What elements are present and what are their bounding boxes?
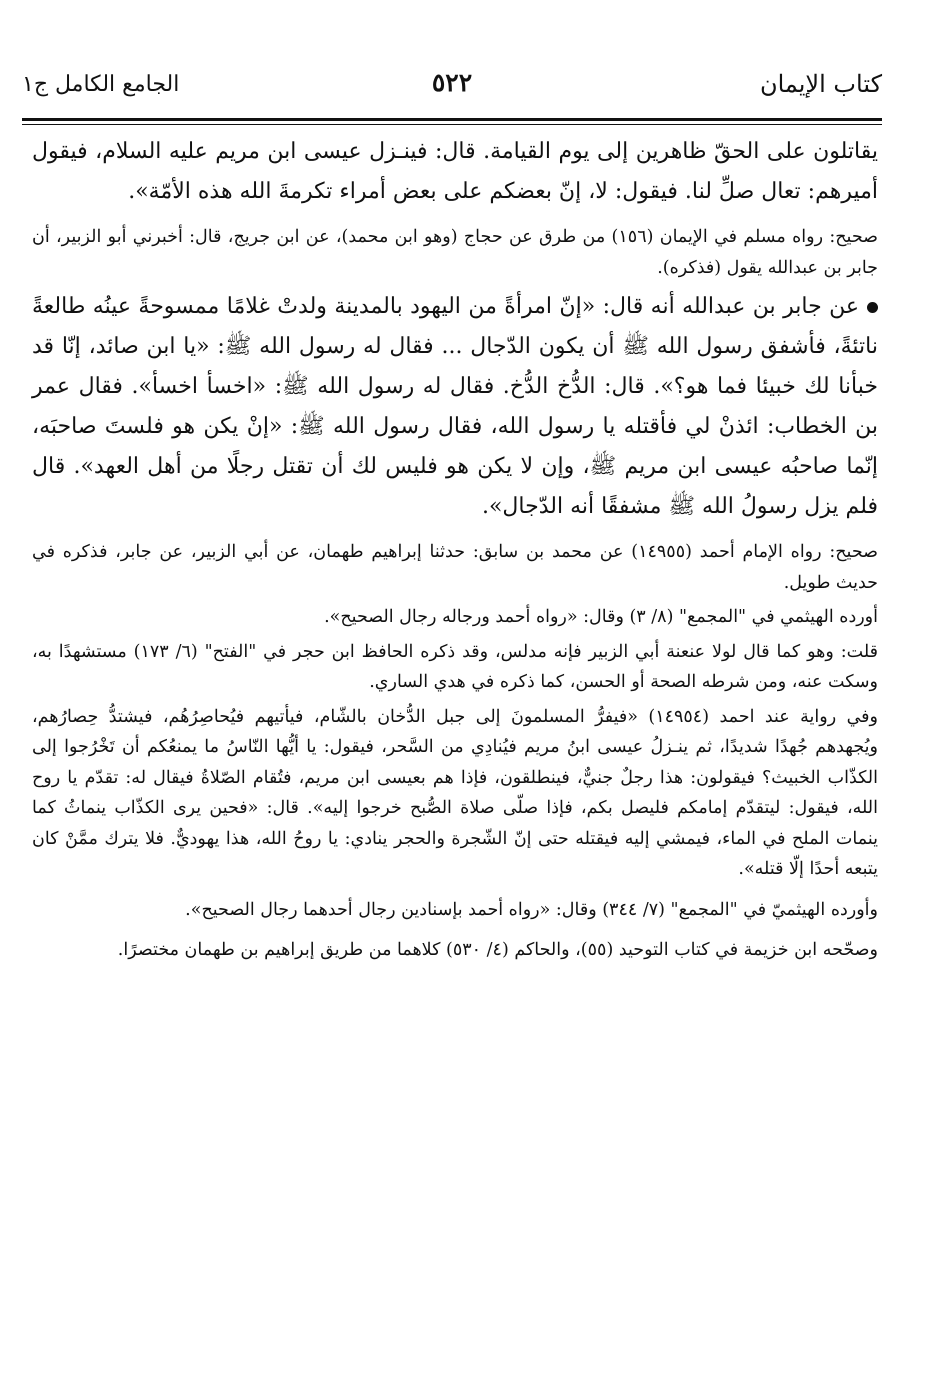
takhrij-note: وأورده الهيثميّ في "المجمع" (٧/ ٣٤٤) وقال: «رواه أحمد بإسنادين رجال أحدهما رجال الصحيح». bbox=[185, 899, 878, 920]
header-rule-thin bbox=[22, 124, 882, 125]
book-title: الجامع الكامل ج١ bbox=[22, 72, 180, 97]
narration-variant-note: وفي رواية عند احمد (١٤٩٥٤) «فيفرُّ المسلمونَ إلى جبل الدُّخان بالشّام، فيأتيهم فيُحاصِرُهُم، فيشتدُّ حِصارُهم، ويُجهدهم جُهدًا شديدًا، ثم ينـزلُ عيسى ابنُ مريم فيُنادِي من السَّحر، فيقول: يا أيُّها النّاسُ ما يمنعُكم أن تَخْرُجوا إلى الكذّاب الخبيث؟ فيقولون: هذا رجلٌ جنيٌّ، فينطلقون، فإذا هم بعيسى ابن مريم، فتُقام الصّلاةُ فيقال له: تقدّم يا روح الله، فيقول: ليتقدّم إمامكم فليصل بكم، فإذا صلّى صلاة الصُّبح خرجوا إليه». قال: «فحين يرى الكذّاب ينماثُ كما ينمات الملح في الماء، فيمشي إليه فيقتله حتى إنّ الشّجرة والحجر ينادي: يا روحُ الله، هذا يهوديٌّ. فلا يترك ممَّنْ كان يتبعه أحدًا إلّا قتله». bbox=[32, 706, 878, 879]
page-number: ٥٢٢ bbox=[431, 68, 473, 97]
hadith-text bbox=[32, 287, 878, 527]
bullet-icon bbox=[867, 302, 878, 313]
commentary-note: قلت: وهو كما قال لولا عنعنة أبي الزبير فإنه مدلس، وقد ذكره الحافظ ابن حجر في "الفتح" (٦/ ١٧٣) مستشهدًا به، وسكت عنه، ومن شرطه الصحة أو الحسن، كما ذكره في هدي الساري. bbox=[32, 641, 878, 692]
takhrij-note: أورده الهيثمي في "المجمع" (٨/ ٣) وقال: «رواه أحمد ورجاله رجال الصحيح». bbox=[324, 607, 878, 627]
header-rule-thick bbox=[22, 118, 882, 121]
hadith-text-continuation: يقاتلون على الحقّ ظاهرين إلى يوم القيامة. قال: فينـزل عيسى ابن مريم عليه السلام، فيقول أميرهم: تعال صلِّ لنا. فيقول: لا، إنّ بعضكم على بعض أمراء تكرمةَ الله هذه الأمّة». bbox=[32, 139, 878, 204]
takhrij-note: صحيح: رواه الإمام أحمد (١٤٩٥٥) عن محمد بن سابق: حدثنا إبراهيم طهمان، عن أبي الزبير، عن جابر، فذكره في حديث طويل. bbox=[32, 542, 878, 593]
page-body bbox=[32, 132, 878, 966]
hadith-text-body: عن جابر بن عبدالله أنه قال: «إنّ امرأةً من اليهود بالمدينة ولدتْ غلامًا ممسوحةً عينُه طالعةً ناتئةً، فأشفق رسول الله ﷺ أن يكون الدّجال ... فقال له رسول الله ﷺ: «يا ابن صائد، إنّا قد خبأنا لك خبيئا فما هو؟». قال: الدُّخ الدُّخ. فقال له رسول الله ﷺ: «اخسأ اخسأ». فقال عمر بن الخطاب: ائذنْ لي فأقتله يا رسول الله، فقال رسول الله ﷺ: «إنْ يكن هو فلستَ صاحبَه، إنّما صاحبُه عيسى ابن مريم ﷺ، وإن لا يكن هو فليس لك أن تقتل رجلًا من أهل العهد». قال فلم يزل رسولُ الله ﷺ مشفقًا أنه الدّجال». bbox=[32, 294, 878, 519]
takhrij-note: وصحّحه ابن خزيمة في كتاب التوحيد (٥٥)، والحاكم (٤/ ٥٣٠) كلاهما من طريق إبراهيم بن طهمان مختصرًا. bbox=[117, 940, 878, 960]
takhrij-note: صحيح: رواه مسلم في الإيمان (١٥٦) من طرق عن حجاج (وهو ابن محمد)، عن ابن جريج، قال: أخبرني أبو الزبير، أن جابر بن عبدالله يقول (فذكره). bbox=[32, 227, 878, 278]
page-header bbox=[22, 62, 882, 120]
chapter-title: كتاب الإيمان bbox=[759, 70, 882, 98]
